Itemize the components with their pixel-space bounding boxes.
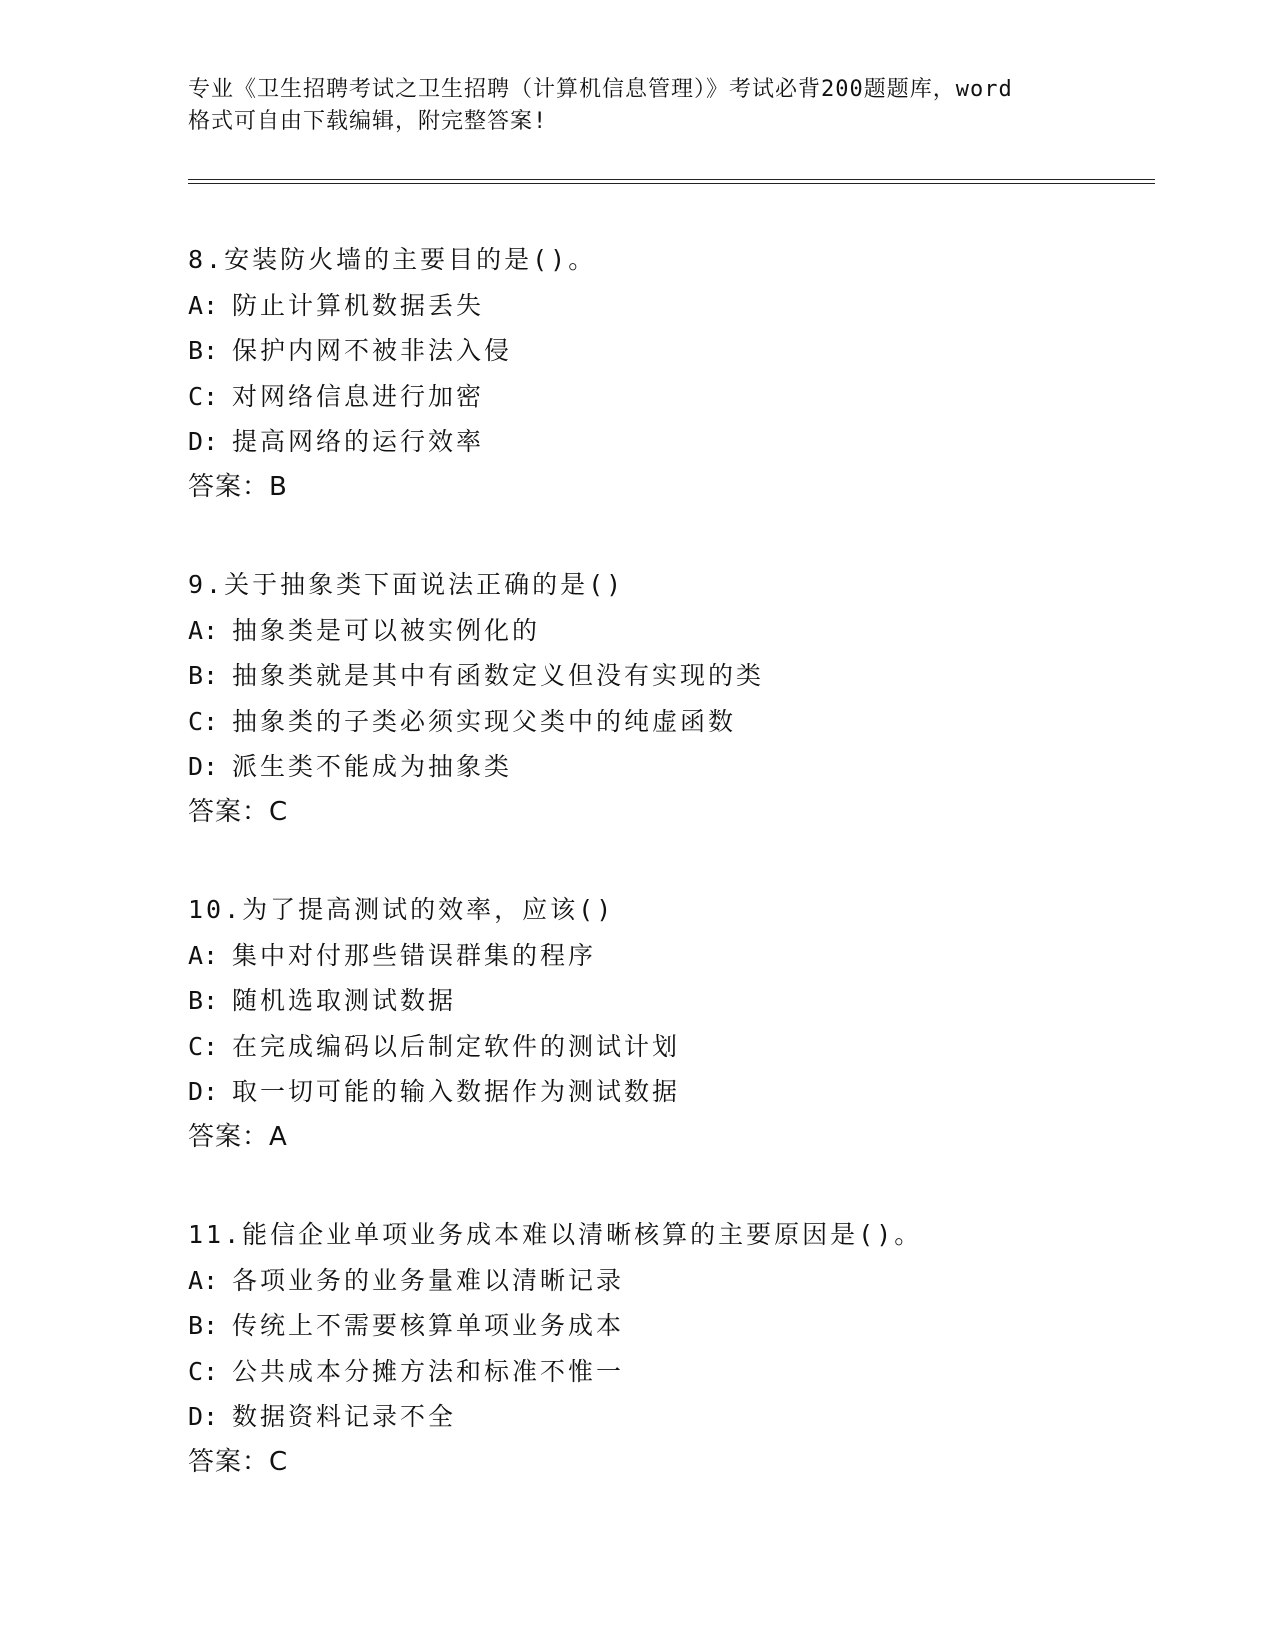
option-letter: C: (188, 1031, 219, 1061)
header-divider-bottom (188, 183, 1155, 184)
question-list (188, 237, 1155, 1537)
option-d (188, 1394, 1155, 1440)
option-letter: C: (188, 706, 219, 736)
question-stem: 8.安装防火墙的主要目的是()。 (188, 245, 597, 274)
option-b (188, 653, 1155, 699)
option-d (188, 419, 1155, 465)
option-text: 集中对付那些错误群集的程序 (232, 940, 597, 970)
option-text: 保护内网不被非法入侵 (232, 336, 513, 365)
question-stem: 9.关于抽象类下面说法正确的是() (188, 570, 625, 599)
option-b (188, 1303, 1155, 1349)
option-text: 抽象类的子类必须实现父类中的纯虚函数 (232, 706, 737, 736)
option-text: 派生类不能成为抽象类 (232, 752, 513, 781)
option-letter: B: (188, 661, 219, 690)
answer: 答案：B (188, 471, 288, 502)
option-letter: A: (188, 615, 219, 645)
option-text: 公共成本分摊方法和标准不惟一 (232, 1356, 625, 1386)
option-letter: D: (188, 1402, 219, 1431)
option-text: 在完成编码以后制定软件的测试计划 (232, 1031, 681, 1061)
header-line-1: 专业《卫生招聘考试之卫生招聘（计算机信息管理）》考试必背200题题库，word (188, 77, 1013, 102)
option-letter: A: (188, 1265, 219, 1295)
option-b (188, 328, 1155, 374)
option-letter: B: (188, 1311, 219, 1340)
option-text: 抽象类就是其中有函数定义但没有实现的类 (232, 661, 765, 690)
answer: 答案：C (188, 1446, 289, 1477)
option-letter: B: (188, 336, 219, 365)
question-9 (188, 562, 1155, 835)
option-a (188, 933, 1155, 979)
option-d (188, 1069, 1155, 1115)
question-stem: 10.为了提高测试的效率，应该() (188, 895, 615, 924)
option-text: 传统上不需要核算单项业务成本 (232, 1311, 625, 1340)
option-text: 各项业务的业务量难以清晰记录 (232, 1265, 625, 1295)
answer: 答案：A (188, 1121, 288, 1152)
option-a (188, 283, 1155, 329)
option-letter: C: (188, 381, 219, 411)
option-text: 取一切可能的输入数据作为测试数据 (232, 1077, 681, 1106)
document-header (188, 74, 1088, 138)
option-b (188, 978, 1155, 1024)
answer: 答案：C (188, 796, 289, 827)
option-letter: A: (188, 290, 219, 320)
option-text: 随机选取测试数据 (232, 986, 457, 1015)
option-text: 对网络信息进行加密 (232, 381, 485, 411)
header-divider-top (188, 179, 1155, 180)
question-stem: 11.能信企业单项业务成本难以清晰核算的主要原因是()。 (188, 1220, 923, 1249)
option-c (188, 1349, 1155, 1395)
option-letter: D: (188, 427, 219, 456)
option-c (188, 1024, 1155, 1070)
option-d (188, 744, 1155, 790)
option-text: 数据资料记录不全 (232, 1402, 457, 1431)
option-c (188, 699, 1155, 745)
option-letter: D: (188, 752, 219, 781)
question-10 (188, 887, 1155, 1160)
option-text: 抽象类是可以被实例化的 (232, 615, 541, 645)
option-c (188, 374, 1155, 420)
option-letter: B: (188, 986, 219, 1015)
option-text: 提高网络的运行效率 (232, 427, 485, 456)
option-text: 防止计算机数据丢失 (232, 290, 485, 320)
option-a (188, 608, 1155, 654)
option-letter: D: (188, 1077, 219, 1106)
question-11 (188, 1212, 1155, 1485)
option-letter: C: (188, 1356, 219, 1386)
header-line-2: 格式可自由下载编辑，附完整答案! (188, 109, 548, 134)
question-8 (188, 237, 1155, 510)
option-letter: A: (188, 940, 219, 970)
option-a (188, 1258, 1155, 1304)
